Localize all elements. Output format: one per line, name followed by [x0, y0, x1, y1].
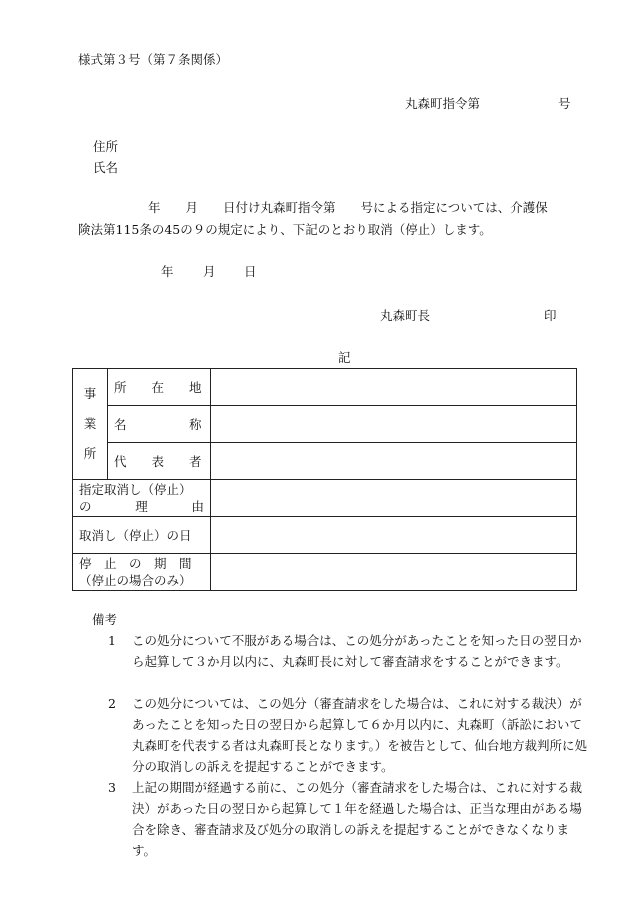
representative-cell-label: 代 表 者 — [108, 443, 211, 480]
notes-title: 備考 — [92, 612, 118, 627]
period-value-cell — [211, 554, 577, 591]
period-label-line-1: 停 止 の 期 間 — [79, 556, 192, 571]
note-text: この処分について不服がある場合は、この処分があったことを知った日の翌日から起算して３か月以内に、丸森町長に対して審査請求をすることができます。 — [132, 633, 582, 669]
name-cell-label: 名 称 — [108, 406, 211, 443]
date-month: 月 — [203, 264, 216, 279]
doc-number-label: 丸森町指令第 — [405, 96, 481, 111]
body-line-1: 年 月 日付け丸森町指令第 号による指定については、介護保 — [148, 200, 548, 215]
note-text: 上記の期間が経過する前に、この処分（審査請求をした場合は、これに対する裁決）があった日の翌日から起算して１年を経過した場合は、正当な理由がある場合を除き、審査請求及び処分の取消しの訴えを提起することができなくなります。 — [132, 780, 583, 858]
address-cell-label: 所 在 地 — [108, 369, 211, 406]
period-label — [73, 554, 211, 591]
note-item-3 — [108, 777, 588, 861]
note-text: この処分については、この処分（審査請求をした場合は、これに対する裁決）があったことを知った日の翌日から起算して６か月以内に、丸森町（訴訟において丸森町を代表する者は丸森町長となります。）を被告として、仙台地方裁判所に処分の取消しの訴えを提起することができます。 — [132, 696, 588, 774]
reason-char-a: の — [79, 499, 92, 514]
name-value-cell — [211, 406, 577, 443]
record-title: 記 — [338, 350, 351, 365]
doc-number-suffix: 号 — [558, 96, 571, 111]
reason-label-line-1: 指定取消し（停止） — [79, 482, 192, 497]
body-line-2: 険法第115条の45の９の規定により、下記のとおり取消（停止）します。 — [78, 222, 492, 237]
reason-label — [73, 480, 211, 517]
note-item-2 — [108, 693, 588, 777]
reason-value-cell — [211, 480, 577, 517]
address-value-cell — [211, 369, 577, 406]
date-day: 日 — [244, 264, 257, 279]
note-number: 1 — [108, 633, 116, 648]
office-label-char-1: 事 — [83, 386, 97, 401]
issuer-name: 丸森町長 — [380, 308, 431, 323]
note-number: 3 — [108, 780, 116, 795]
address-label: 住所 — [93, 139, 119, 154]
body-text — [78, 197, 593, 241]
reason-char-c: 由 — [191, 499, 204, 514]
period-label-line-2: （停止の場合のみ） — [79, 573, 192, 588]
office-label — [73, 369, 108, 480]
details-table — [72, 368, 577, 591]
office-label-char-2: 業 — [83, 416, 97, 431]
cancel-date-label: 取消し（停止）の日 — [73, 517, 211, 554]
seal-mark: 印 — [544, 308, 557, 323]
reason-label-line-2 — [79, 498, 204, 515]
date-year: 年 — [161, 264, 174, 279]
note-number: 2 — [108, 696, 116, 711]
reason-char-b: 理 — [135, 499, 148, 514]
representative-value-cell — [211, 443, 577, 480]
name-label: 氏名 — [93, 160, 119, 175]
form-number: 様式第３号（第７条関係） — [78, 52, 229, 67]
office-label-char-3: 所 — [83, 446, 97, 461]
cancel-date-value-cell — [211, 517, 577, 554]
note-item-1 — [108, 630, 588, 672]
